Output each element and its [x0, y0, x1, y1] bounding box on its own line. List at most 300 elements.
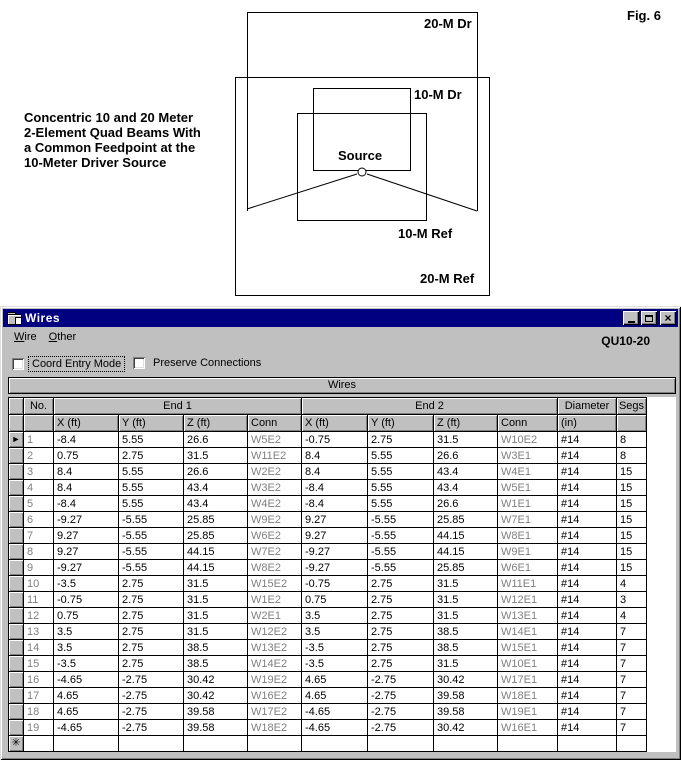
- cell-dia[interactable]: #14: [558, 576, 617, 592]
- cell-y1[interactable]: -2.75: [119, 688, 184, 704]
- cell-no[interactable]: 15: [24, 656, 54, 672]
- cell-x1[interactable]: 0.75: [54, 448, 119, 464]
- cell-segs[interactable]: 7: [617, 688, 647, 704]
- empty-cell-x2[interactable]: [302, 736, 368, 752]
- cell-z1[interactable]: 43.4: [184, 496, 248, 512]
- cell-x1[interactable]: 4.65: [54, 704, 119, 720]
- cell-x1[interactable]: -3.5: [54, 656, 119, 672]
- cell-y2[interactable]: 5.55: [368, 496, 434, 512]
- cell-segs[interactable]: 15: [617, 544, 647, 560]
- cell-segs[interactable]: 15: [617, 480, 647, 496]
- cell-z1[interactable]: 44.15: [184, 560, 248, 576]
- cell-no[interactable]: 9: [24, 560, 54, 576]
- cell-x2[interactable]: 8.4: [302, 448, 368, 464]
- cell-x2[interactable]: -4.65: [302, 720, 368, 736]
- row-selector[interactable]: [9, 512, 24, 528]
- table-row: [9, 432, 647, 448]
- preserve-connections-checkbox[interactable]: [133, 357, 145, 369]
- cell-dia[interactable]: #14: [558, 432, 617, 448]
- row-selector[interactable]: [9, 528, 24, 544]
- cell-z2[interactable]: 39.58: [434, 704, 498, 720]
- cell-z1[interactable]: 30.42: [184, 672, 248, 688]
- table-row: [9, 688, 647, 704]
- cell-conn1[interactable]: W18E2: [248, 720, 302, 736]
- cell-y1[interactable]: 2.75: [119, 448, 184, 464]
- coord-entry-mode-checkbox[interactable]: [12, 358, 24, 370]
- figure-number: Fig. 6: [627, 8, 661, 23]
- selector-header: [9, 398, 24, 415]
- cell-x2[interactable]: 3.5: [302, 624, 368, 640]
- cell-conn2[interactable]: W6E1: [498, 560, 558, 576]
- cell-dia[interactable]: #14: [558, 512, 617, 528]
- table-row: [9, 512, 647, 528]
- cell-y2[interactable]: 2.75: [368, 592, 434, 608]
- cell-y2[interactable]: 2.75: [368, 608, 434, 624]
- table-row: [9, 640, 647, 656]
- row-selector[interactable]: [9, 704, 24, 720]
- cell-conn1[interactable]: W4E2: [248, 496, 302, 512]
- row-selector[interactable]: [9, 576, 24, 592]
- cell-conn2[interactable]: W14E1: [498, 624, 558, 640]
- cell-x1[interactable]: -4.65: [54, 672, 119, 688]
- cell-y2[interactable]: -2.75: [368, 688, 434, 704]
- menu-wire[interactable]: Wire: [14, 330, 37, 343]
- cell-conn1[interactable]: W2E2: [248, 464, 302, 480]
- cell-x2[interactable]: -4.65: [302, 704, 368, 720]
- cell-z1[interactable]: 26.6: [184, 432, 248, 448]
- cell-conn2[interactable]: W3E1: [498, 448, 558, 464]
- cell-segs[interactable]: 3: [617, 592, 647, 608]
- cell-conn1[interactable]: W15E2: [248, 576, 302, 592]
- cell-conn2[interactable]: W12E1: [498, 592, 558, 608]
- cell-conn1[interactable]: W17E2: [248, 704, 302, 720]
- cell-conn1[interactable]: W6E2: [248, 528, 302, 544]
- cell-x2[interactable]: 9.27: [302, 512, 368, 528]
- cell-conn2[interactable]: W15E1: [498, 640, 558, 656]
- row-selector[interactable]: [9, 672, 24, 688]
- cell-z1[interactable]: 39.58: [184, 704, 248, 720]
- maximize-button[interactable]: [641, 311, 657, 325]
- cell-z2[interactable]: 31.5: [434, 656, 498, 672]
- cell-segs[interactable]: 7: [617, 624, 647, 640]
- cell-z1[interactable]: 44.15: [184, 544, 248, 560]
- model-name: QU10-20: [601, 334, 650, 348]
- empty-cell-segs[interactable]: [617, 736, 647, 752]
- cell-x2[interactable]: -9.27: [302, 544, 368, 560]
- cell-dia[interactable]: #14: [558, 496, 617, 512]
- cell-dia[interactable]: #14: [558, 464, 617, 480]
- cell-x2[interactable]: -8.4: [302, 480, 368, 496]
- cell-z1[interactable]: 30.42: [184, 688, 248, 704]
- subheader-diameter-in[interactable]: (in): [558, 415, 617, 432]
- minimize-icon: [628, 321, 635, 323]
- cell-no[interactable]: 3: [24, 464, 54, 480]
- cell-y1[interactable]: 5.55: [119, 464, 184, 480]
- cell-dia[interactable]: #14: [558, 720, 617, 736]
- cell-conn2[interactable]: W10E1: [498, 656, 558, 672]
- cell-x2[interactable]: -8.4: [302, 496, 368, 512]
- cell-x1[interactable]: -8.4: [54, 496, 119, 512]
- col-header-no[interactable]: No.: [24, 398, 54, 415]
- cell-conn2[interactable]: W5E1: [498, 480, 558, 496]
- coord-entry-mode-label[interactable]: Coord Entry Mode: [28, 356, 125, 372]
- menu-other[interactable]: Other: [48, 330, 77, 343]
- row-selector[interactable]: [9, 544, 24, 560]
- table-row: [9, 528, 647, 544]
- cell-conn2[interactable]: W17E1: [498, 672, 558, 688]
- empty-cell-y1[interactable]: [119, 736, 184, 752]
- cell-x2[interactable]: 0.75: [302, 592, 368, 608]
- cell-x1[interactable]: -4.65: [54, 720, 119, 736]
- cell-conn1[interactable]: W5E2: [248, 432, 302, 448]
- cell-segs[interactable]: 7: [617, 672, 647, 688]
- cell-z2[interactable]: 31.5: [434, 432, 498, 448]
- cell-x2[interactable]: -3.5: [302, 640, 368, 656]
- table-row: [9, 624, 647, 640]
- coord-entry-mode-checkbox-group: [12, 356, 125, 372]
- cell-z1[interactable]: 31.5: [184, 592, 248, 608]
- cell-dia[interactable]: #14: [558, 544, 617, 560]
- cell-x1[interactable]: 8.4: [54, 480, 119, 496]
- table-row: [9, 672, 647, 688]
- table-row: [9, 704, 647, 720]
- cell-z1[interactable]: 26.6: [184, 464, 248, 480]
- cell-conn2[interactable]: W9E1: [498, 544, 558, 560]
- cell-dia[interactable]: #14: [558, 560, 617, 576]
- cell-z1[interactable]: 38.5: [184, 640, 248, 656]
- cell-dia[interactable]: #14: [558, 672, 617, 688]
- cell-no[interactable]: 4: [24, 480, 54, 496]
- sub-header-row: [9, 415, 647, 432]
- cell-no[interactable]: 17: [24, 688, 54, 704]
- cell-z2[interactable]: 30.42: [434, 720, 498, 736]
- empty-cell-no[interactable]: [24, 736, 54, 752]
- cell-z2[interactable]: 25.85: [434, 512, 498, 528]
- cell-z2[interactable]: 44.15: [434, 544, 498, 560]
- cell-segs[interactable]: 7: [617, 704, 647, 720]
- label-10m-driver: 10-M Dr: [414, 87, 462, 102]
- row-selector[interactable]: [9, 608, 24, 624]
- new-row: [9, 736, 647, 752]
- subheader-conn1[interactable]: Conn: [248, 415, 302, 432]
- empty-cell-conn1[interactable]: [248, 736, 302, 752]
- cell-y1[interactable]: 2.75: [119, 640, 184, 656]
- cell-x1[interactable]: 9.27: [54, 528, 119, 544]
- cell-x2[interactable]: -0.75: [302, 432, 368, 448]
- cell-x1[interactable]: -3.5: [54, 576, 119, 592]
- cell-dia[interactable]: #14: [558, 688, 617, 704]
- caption-line: Concentric 10 and 20 Meter: [24, 110, 194, 125]
- cell-y2[interactable]: 5.55: [368, 480, 434, 496]
- cell-y1[interactable]: 2.75: [119, 608, 184, 624]
- subheader-conn2[interactable]: Conn: [498, 415, 558, 432]
- cell-no[interactable]: 11: [24, 592, 54, 608]
- row-selector[interactable]: [9, 592, 24, 608]
- cell-y1[interactable]: 2.75: [119, 592, 184, 608]
- empty-cell-z1[interactable]: [184, 736, 248, 752]
- cell-conn1[interactable]: W8E2: [248, 560, 302, 576]
- cell-conn1[interactable]: W16E2: [248, 688, 302, 704]
- cell-z2[interactable]: 31.5: [434, 592, 498, 608]
- col-header-end2[interactable]: End 2: [302, 398, 558, 415]
- minimize-button[interactable]: [623, 311, 639, 325]
- cell-conn2[interactable]: W19E1: [498, 704, 558, 720]
- empty-cell-dia[interactable]: [558, 736, 617, 752]
- cell-segs[interactable]: 4: [617, 608, 647, 624]
- col-header-diameter[interactable]: Diameter: [558, 398, 617, 415]
- cell-y2[interactable]: -5.55: [368, 528, 434, 544]
- cell-conn2[interactable]: W8E1: [498, 528, 558, 544]
- cell-z1[interactable]: 31.5: [184, 448, 248, 464]
- cell-x1[interactable]: 8.4: [54, 464, 119, 480]
- cell-y2[interactable]: 2.75: [368, 656, 434, 672]
- cell-no[interactable]: 18: [24, 704, 54, 720]
- cell-z2[interactable]: 31.5: [434, 608, 498, 624]
- cell-conn2[interactable]: W18E1: [498, 688, 558, 704]
- cell-y1[interactable]: 5.55: [119, 432, 184, 448]
- cell-segs[interactable]: 15: [617, 496, 647, 512]
- cell-y1[interactable]: 2.75: [119, 656, 184, 672]
- wires-table: [8, 397, 647, 752]
- cell-no[interactable]: 8: [24, 544, 54, 560]
- cell-y1[interactable]: -2.75: [119, 720, 184, 736]
- cell-no[interactable]: 14: [24, 640, 54, 656]
- cell-conn2[interactable]: W10E2: [498, 432, 558, 448]
- subheader-blank: [24, 415, 54, 432]
- cell-x2[interactable]: -0.75: [302, 576, 368, 592]
- subheader-z2[interactable]: Z (ft): [434, 415, 498, 432]
- row-selector[interactable]: [9, 496, 24, 512]
- wires-window-icon: [7, 312, 22, 324]
- cell-conn1[interactable]: W9E2: [248, 512, 302, 528]
- cell-z2[interactable]: 39.58: [434, 688, 498, 704]
- cell-segs[interactable]: 15: [617, 560, 647, 576]
- cell-dia[interactable]: #14: [558, 608, 617, 624]
- cell-conn2[interactable]: W16E1: [498, 720, 558, 736]
- cell-z1[interactable]: 31.5: [184, 608, 248, 624]
- cell-segs[interactable]: 15: [617, 464, 647, 480]
- cell-segs[interactable]: 7: [617, 720, 647, 736]
- cell-y2[interactable]: -5.55: [368, 544, 434, 560]
- subheader-z1[interactable]: Z (ft): [184, 415, 248, 432]
- cell-x1[interactable]: 4.65: [54, 688, 119, 704]
- subheader-y1[interactable]: Y (ft): [119, 415, 184, 432]
- empty-cell-z2[interactable]: [434, 736, 498, 752]
- cell-conn1[interactable]: W11E2: [248, 448, 302, 464]
- empty-cell-conn2[interactable]: [498, 736, 558, 752]
- label-10m-reflector: 10-M Ref: [398, 226, 453, 241]
- cell-z2[interactable]: 38.5: [434, 640, 498, 656]
- cell-z2[interactable]: 38.5: [434, 624, 498, 640]
- new-row-marker-icon[interactable]: ✳: [9, 736, 24, 752]
- cell-z2[interactable]: 44.15: [434, 528, 498, 544]
- cell-y2[interactable]: 2.75: [368, 432, 434, 448]
- cell-z1[interactable]: 38.5: [184, 656, 248, 672]
- cell-y2[interactable]: -5.55: [368, 512, 434, 528]
- preserve-connections-checkbox-group: [133, 356, 264, 370]
- cell-segs[interactable]: 7: [617, 640, 647, 656]
- cell-no[interactable]: 2: [24, 448, 54, 464]
- cell-conn1[interactable]: W7E2: [248, 544, 302, 560]
- cell-z2[interactable]: 43.4: [434, 480, 498, 496]
- cell-y2[interactable]: -2.75: [368, 704, 434, 720]
- cell-y2[interactable]: 5.55: [368, 448, 434, 464]
- cell-segs[interactable]: 15: [617, 512, 647, 528]
- cell-y2[interactable]: -2.75: [368, 720, 434, 736]
- cell-conn2[interactable]: W7E1: [498, 512, 558, 528]
- cell-z2[interactable]: 30.42: [434, 672, 498, 688]
- cell-y2[interactable]: 5.55: [368, 464, 434, 480]
- cell-no[interactable]: 16: [24, 672, 54, 688]
- empty-cell-x1[interactable]: [54, 736, 119, 752]
- cell-no[interactable]: 10: [24, 576, 54, 592]
- cell-y1[interactable]: 5.55: [119, 496, 184, 512]
- cell-x1[interactable]: 0.75: [54, 608, 119, 624]
- cell-y1[interactable]: -5.55: [119, 544, 184, 560]
- subheader-y2[interactable]: Y (ft): [368, 415, 434, 432]
- cell-dia[interactable]: #14: [558, 624, 617, 640]
- cell-dia[interactable]: #14: [558, 656, 617, 672]
- table-row: [9, 560, 647, 576]
- cell-dia[interactable]: #14: [558, 480, 617, 496]
- cell-conn1[interactable]: W14E2: [248, 656, 302, 672]
- cell-z2[interactable]: 43.4: [434, 464, 498, 480]
- cell-conn1[interactable]: W19E2: [248, 672, 302, 688]
- cell-z1[interactable]: 25.85: [184, 528, 248, 544]
- cell-x2[interactable]: 9.27: [302, 528, 368, 544]
- cell-z1[interactable]: 39.58: [184, 720, 248, 736]
- cell-conn1[interactable]: W13E2: [248, 640, 302, 656]
- cell-x2[interactable]: -9.27: [302, 560, 368, 576]
- cell-z1[interactable]: 43.4: [184, 480, 248, 496]
- cell-conn2[interactable]: W13E1: [498, 608, 558, 624]
- cell-dia[interactable]: #14: [558, 528, 617, 544]
- row-selector[interactable]: [9, 448, 24, 464]
- grid-caption: Wires: [8, 377, 676, 394]
- caption-line: 2-Element Quad Beams With: [24, 125, 201, 140]
- wires-grid: [8, 377, 676, 752]
- cell-y2[interactable]: -2.75: [368, 672, 434, 688]
- caption-line: 10-Meter Driver Source: [24, 155, 167, 170]
- table-row: [9, 480, 647, 496]
- cell-no[interactable]: 13: [24, 624, 54, 640]
- cell-segs[interactable]: 4: [617, 576, 647, 592]
- col-header-segs[interactable]: Segs: [617, 398, 647, 415]
- cell-segs[interactable]: 15: [617, 528, 647, 544]
- menu-bar: [3, 327, 678, 347]
- col-header-end1[interactable]: End 1: [54, 398, 302, 415]
- close-button[interactable]: [660, 311, 676, 325]
- cell-x1[interactable]: 3.5: [54, 624, 119, 640]
- cell-no[interactable]: 5: [24, 496, 54, 512]
- cell-z2[interactable]: 25.85: [434, 560, 498, 576]
- cell-x1[interactable]: -9.27: [54, 512, 119, 528]
- table-row: [9, 496, 647, 512]
- cell-no[interactable]: 1: [24, 432, 54, 448]
- cell-no[interactable]: 19: [24, 720, 54, 736]
- cell-conn1[interactable]: W2E1: [248, 608, 302, 624]
- cell-x1[interactable]: 3.5: [54, 640, 119, 656]
- subheader-x1[interactable]: X (ft): [54, 415, 119, 432]
- cell-no[interactable]: 12: [24, 608, 54, 624]
- cell-dia[interactable]: #14: [558, 640, 617, 656]
- selector-subheader: [9, 415, 24, 432]
- cell-y1[interactable]: -2.75: [119, 704, 184, 720]
- cell-conn2[interactable]: W1E1: [498, 496, 558, 512]
- row-selector[interactable]: [9, 640, 24, 656]
- row-selector[interactable]: [9, 480, 24, 496]
- row-selector[interactable]: [9, 560, 24, 576]
- title-bar[interactable]: [3, 309, 678, 327]
- row-selector[interactable]: [9, 688, 24, 704]
- row-selector[interactable]: [9, 464, 24, 480]
- cell-conn1[interactable]: W3E2: [248, 480, 302, 496]
- row-selector[interactable]: [9, 624, 24, 640]
- grid-right-filler: [647, 397, 676, 752]
- cell-conn2[interactable]: W11E1: [498, 576, 558, 592]
- cell-x1[interactable]: 9.27: [54, 544, 119, 560]
- row-selector[interactable]: [9, 656, 24, 672]
- cell-dia[interactable]: #14: [558, 592, 617, 608]
- preserve-connections-label[interactable]: Preserve Connections: [153, 357, 262, 369]
- cell-z2[interactable]: 26.6: [434, 496, 498, 512]
- caption-line: a Common Feedpoint at the: [24, 140, 196, 155]
- cell-dia[interactable]: #14: [558, 704, 617, 720]
- cell-y2[interactable]: 2.75: [368, 576, 434, 592]
- cell-x2[interactable]: 4.65: [302, 672, 368, 688]
- cell-no[interactable]: 6: [24, 512, 54, 528]
- cell-no[interactable]: 7: [24, 528, 54, 544]
- current-row-pointer-icon[interactable]: ►: [9, 432, 24, 448]
- cell-conn2[interactable]: W4E1: [498, 464, 558, 480]
- cell-x2[interactable]: 3.5: [302, 608, 368, 624]
- cell-z1[interactable]: 25.85: [184, 512, 248, 528]
- cell-z1[interactable]: 31.5: [184, 576, 248, 592]
- source-point-icon: [358, 168, 366, 176]
- cell-y1[interactable]: 5.55: [119, 480, 184, 496]
- cell-y1[interactable]: -5.55: [119, 560, 184, 576]
- cell-y1[interactable]: -5.55: [119, 528, 184, 544]
- cell-y1[interactable]: 2.75: [119, 624, 184, 640]
- cell-x1[interactable]: -0.75: [54, 592, 119, 608]
- cell-y2[interactable]: -5.55: [368, 560, 434, 576]
- cell-x2[interactable]: -3.5: [302, 656, 368, 672]
- cell-segs[interactable]: 8: [617, 448, 647, 464]
- cell-y2[interactable]: 2.75: [368, 640, 434, 656]
- row-selector[interactable]: [9, 720, 24, 736]
- cell-dia[interactable]: #14: [558, 448, 617, 464]
- cell-z1[interactable]: 31.5: [184, 624, 248, 640]
- cell-x2[interactable]: 4.65: [302, 688, 368, 704]
- cell-z2[interactable]: 26.6: [434, 448, 498, 464]
- empty-cell-y2[interactable]: [368, 736, 434, 752]
- cell-z2[interactable]: 31.5: [434, 576, 498, 592]
- cell-y1[interactable]: -2.75: [119, 672, 184, 688]
- cell-segs[interactable]: 8: [617, 432, 647, 448]
- subheader-x2[interactable]: X (ft): [302, 415, 368, 432]
- cell-x2[interactable]: 8.4: [302, 464, 368, 480]
- cell-y2[interactable]: 2.75: [368, 624, 434, 640]
- label-source: Source: [338, 148, 383, 163]
- group-header-row: [9, 398, 647, 415]
- cell-conn1[interactable]: W1E2: [248, 592, 302, 608]
- cell-y1[interactable]: -5.55: [119, 512, 184, 528]
- cell-x1[interactable]: -9.27: [54, 560, 119, 576]
- cell-y1[interactable]: 2.75: [119, 576, 184, 592]
- cell-x1[interactable]: -8.4: [54, 432, 119, 448]
- cell-conn1[interactable]: W12E2: [248, 624, 302, 640]
- cell-segs[interactable]: 7: [617, 656, 647, 672]
